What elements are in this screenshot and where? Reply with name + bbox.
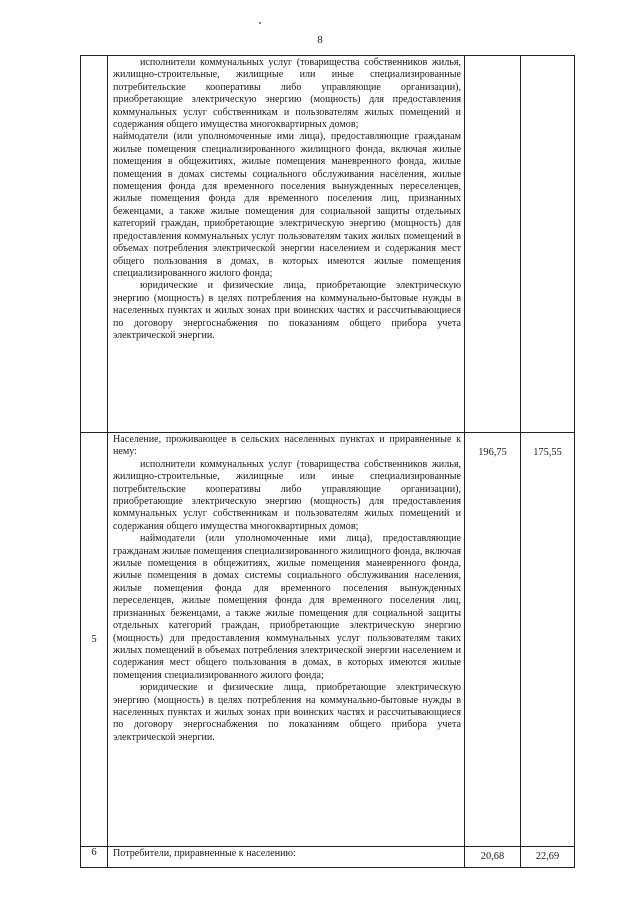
value-cell-1 [465,56,521,433]
scan-speck [259,22,261,24]
description-cell [108,847,465,868]
value-cell-1: 20,68 [465,847,521,868]
description-cell [108,433,465,847]
row-number-cell: 5 [81,433,108,847]
paragraph-utility-providers: исполнители коммунальных услуг (товарищества собственников жилья, жилищно-строительные, жилищные или иные специализированные потребительские кооперативы либо управляющие организации), приобретающие электрическую энергию (мощность) для предоставления коммунальных услуг собственникам и пользователям жилых помещений и содержания общего имущества многоквартирных домов; [113,458,461,532]
table-row [81,56,575,433]
row-number-cell [81,56,108,433]
paragraph-utility-providers: исполнители коммунальных услуг (товарищества собственников жилья, жилищно-строительные, жилищные или иные специализированные потребительские кооперативы либо управляющие организации), приобретающие электрическую энергию (мощность) для предоставления коммунальных услуг собственникам и пользователям жилых помещений и содержания общего имущества многоквартирных домов; [113,57,461,131]
table-row [81,433,575,847]
value-cell-2 [521,56,575,433]
value-cell-1: 196,75 [465,433,521,847]
paragraph-rural-population: Население, проживающее в сельских населенных пунктах и приравненные к нему: [113,434,461,458]
table-row [81,847,575,868]
row-number-cell: 6 [81,847,108,868]
page-number: 8 [317,34,323,46]
paragraph-legal-entities: юридические и физические лица, приобретающие электрическую энергию (мощность) в целях потребления на коммунально-бытовые нужды в населенных пунктах и жилых зонах при воинских частях и рассчитывающиеся по договору энергоснабжения по показаниям общего прибора учета электрической энергии. [113,682,461,743]
paragraph-equated-consumers: Потребители, приравненные к населению: [113,848,296,859]
description-cell [108,56,465,433]
tariff-table [80,55,575,868]
paragraph-legal-entities: юридические и физические лица, приобретающие электрическую энергию (мощность) в целях потребления на коммунально-бытовые нужды в населенных пунктах и жилых зонах при воинских частях и рассчитывающиеся по договору энергоснабжения по показаниям общего прибора учета электрической энергии. [113,280,461,341]
value-cell-2: 175,55 [521,433,575,847]
paragraph-landlords: наймодатели (или уполномоченные ими лица), предоставляющие гражданам жилые помещения специализированного жилищного фонда, включая жилые помещения в общежитиях, жилые помещения маневренного фонда, жилые помещения в домах системы социального обслуживания населения, жилые помещения фонда для временного поселения вынужденных переселенцев, жилые помещения фонда для временного поселения лиц, признанных беженцами, а также жилые помещения для социальной защиты отдельных категорий граждан, приобретающие электрическую энергию (мощность) для предоставления коммунальных услуг пользователям таких жилых помещений в объемах потребления электрической энергии населением и содержания мест общего пользования в домах, в которых имеются жилые помещения специализированного жилого фонда; [113,533,461,681]
value-cell-2: 22,69 [521,847,575,868]
paragraph-landlords: наймодатели (или уполномоченные ими лица), предоставляющие гражданам жилые помещения специализированного жилищного фонда, включая жилые помещения в общежитиях, жилые помещения маневренного фонда, жилые помещения в домах системы социального обслуживания населения, жилые помещения фонда для временного поселения вынужденных переселенцев, жилые помещения фонда для временного поселения лиц, признанных беженцами, а также жилые помещения для социальной защиты отдельных категорий граждан, приобретающие электрическую энергию (мощность) для предоставления коммунальных услуг пользователям таких жилых помещений в объемах потребления электрической энергии населением и содержания мест общего пользования в домах, в которых имеются жилые помещения специализированного жилого фонда; [113,131,461,279]
